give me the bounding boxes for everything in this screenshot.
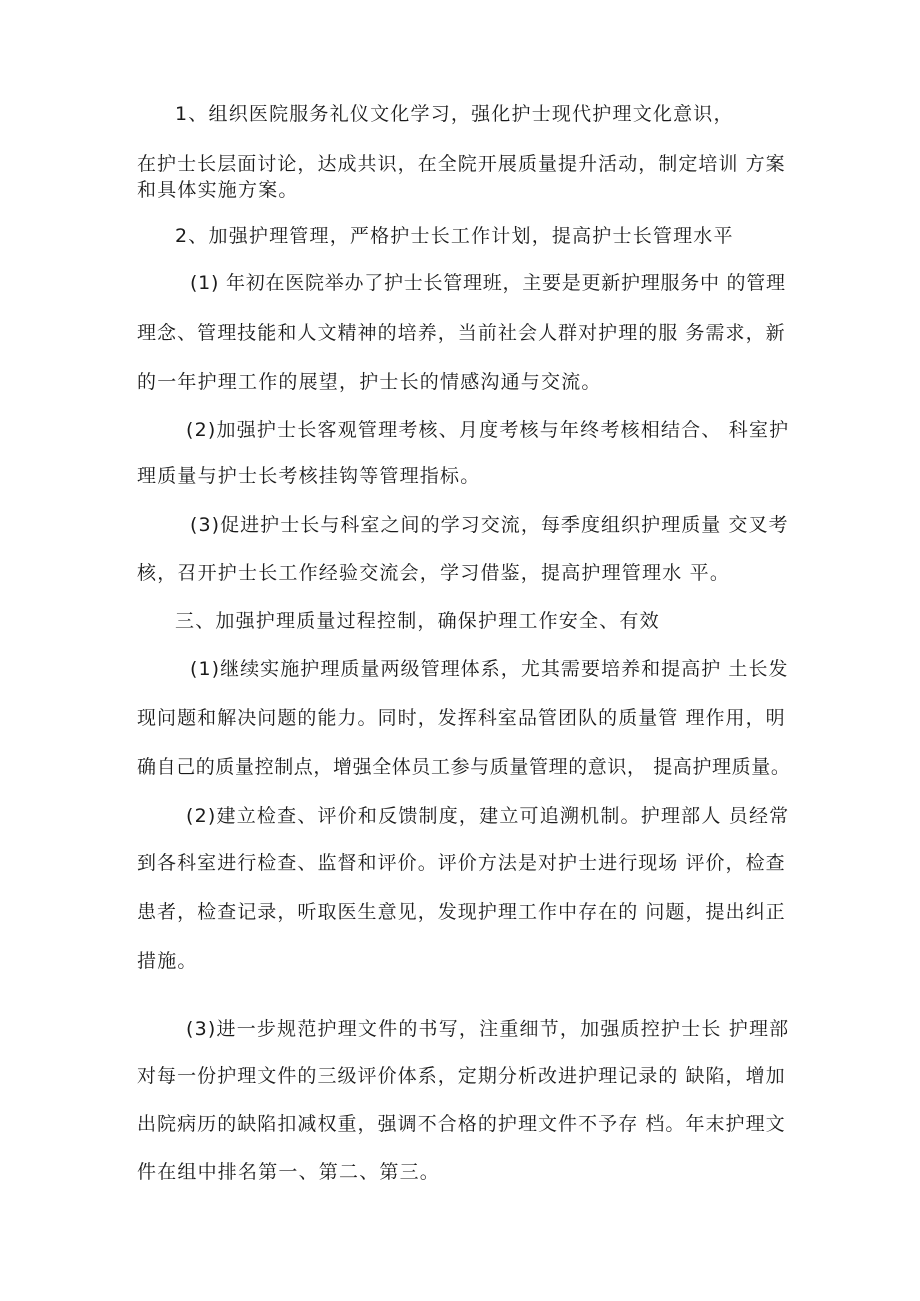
text-line: 患者，检查记录，听取医生意见，发现护理工作中存在的 问题，提出纠正 <box>137 901 786 923</box>
text-line: (2)建立检查、评价和反馈制度，建立可追溯机制。护理部人 员经常 <box>186 805 790 827</box>
text-line: 对每一份护理文件的三级评价体系，定期分析改进护理记录的 缺陷，增加 <box>137 1065 786 1087</box>
text-line: 现问题和解决问题的能力。同时，发挥科室品管团队的质量管 理作用，明 <box>137 707 786 729</box>
text-line: 2、加强护理管理，严格护士长工作计划，提高护士长管理水平 <box>175 225 734 247</box>
text-line: 理念、管理技能和人文精神的培养，当前社会人群对护理的服 务需求，新 <box>137 322 786 344</box>
text-line: (3)进一步规范护理文件的书写，注重细节，加强质控护士长 护理部 <box>186 1018 790 1040</box>
text-line: 的一年护理工作的展望，护士长的情感沟通与交流。 <box>137 371 602 393</box>
text-line: 在护士长层面讨论，达成共识，在全院开展质量提升活动，制定培训 方案 <box>137 153 786 175</box>
text-line: 措施。 <box>137 950 198 972</box>
text-line: 和具体实施方案。 <box>137 179 299 201</box>
text-line: 1、组织医院服务礼仪文化学习，强化护士现代护理文化意识， <box>175 103 734 125</box>
text-line: 到各科室进行检查、监督和评价。评价方法是对护士进行现场 评价，检查 <box>137 852 786 874</box>
text-line: (1)继续实施护理质量两级管理体系，尤其需要培养和提高护 土长发 <box>190 658 789 680</box>
text-line: 核，召开护士长工作经验交流会，学习借鉴，提高护理管理水 平。 <box>137 562 731 584</box>
text-line: (3)促进护士长与科室之间的学习交流，每季度组织护理质量 交叉考 <box>190 514 789 536</box>
text-line: (1) 年初在医院举办了护士长管理班，主要是更新护理服务中 的管理 <box>190 272 786 294</box>
text-line: 出院病历的缺陷扣减权重，强调不合格的护理文件不予存 档。年末护理文 <box>137 1113 786 1135</box>
text-line: 确自己的质量控制点，增强全体员工参与质量管理的意识， 提高护理质量。 <box>137 756 791 778</box>
text-line: 件在组中排名第一、第二、第三。 <box>137 1161 441 1183</box>
text-line: 理质量与护士长考核挂钩等管理指标。 <box>137 465 481 487</box>
text-line: (2)加强护士长客观管理考核、月度考核与年终考核相结合、 科室护 <box>186 419 790 441</box>
text-line: 三、加强护理质量过程控制，确保护理工作安全、有效 <box>175 610 660 632</box>
